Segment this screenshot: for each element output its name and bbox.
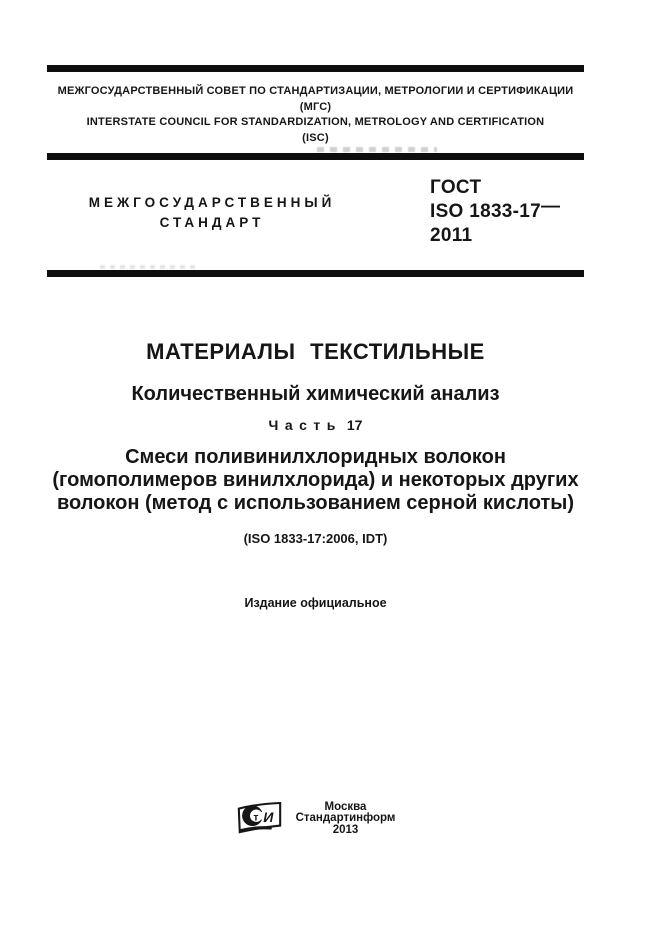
designation-year: 2011 [430,225,473,246]
logo-letter-t: т [252,812,259,824]
iso-reference: (ISO 1833-17:2006, IDT) [243,531,388,546]
standartinform-logo-icon [236,801,283,837]
imprint-publisher: Стандартинформ [295,812,396,825]
imprint-year: 2013 [332,823,359,836]
standard-designation [430,176,560,248]
scope-line: (гомополимеров винилхлорида) и некоторых других [52,469,579,491]
document-part [47,417,584,433]
imprint-city: Москва [324,800,367,813]
horizontal-rule-bottom [47,270,584,277]
scope-line: волокон (метод с использованием серной кислоты) [56,492,575,514]
council-header-ru: МЕЖГОСУДАРСТВЕННЫЙ СОВЕТ ПО СТАНДАРТИЗАЦИИ, МЕТРОЛОГИИ И СЕРТИФИКАЦИИ [57,85,574,97]
edition-note: Издание официальное [244,596,387,610]
horizontal-rule-middle [47,153,584,160]
scope-line: Смеси поливинилхлоридных волокон [125,446,506,468]
standard-kind-line1: МЕЖГОСУДАРСТВЕННЫЙ [88,195,336,210]
designation-iso-number [430,196,561,224]
council-header [47,84,584,146]
document-title: МАТЕРИАЛЫ ТЕКСТИЛЬНЫЕ [146,339,485,364]
part-label: Часть [268,417,342,433]
document-scope [47,446,584,515]
scan-smudge [317,147,437,152]
imprint-text [296,802,396,837]
designation-iso-number-text: ISO 1833-17 [430,201,542,222]
horizontal-rule-top [47,65,584,72]
council-header-en-abbr: (ISC) [302,131,329,144]
council-header-ru-abbr: (МГС) [299,100,332,113]
logo-letter-i: И [262,808,273,825]
imprint [47,801,584,837]
standard-kind [47,193,377,233]
designation-gost: ГОСТ [430,177,482,198]
document-subtitle: Количественный химический анализ [131,383,500,405]
standard-kind-line2: СТАНДАРТ [159,215,265,230]
designation-dash: — [541,196,561,217]
part-number: 17 [346,417,363,433]
scan-smudge [100,265,200,269]
council-header-en: INTERSTATE COUNCIL FOR STANDARDIZATION, METROLOGY AND CERTIFICATION [86,116,545,128]
